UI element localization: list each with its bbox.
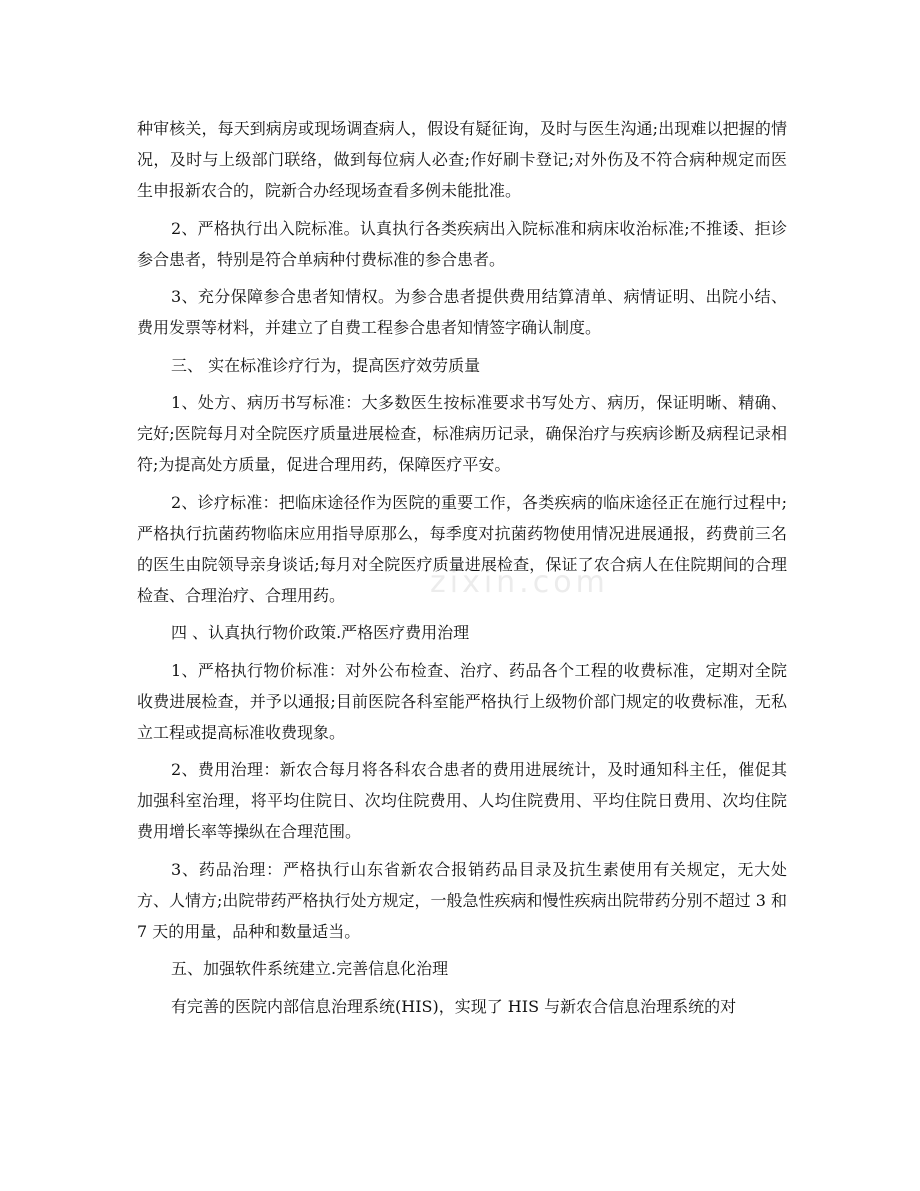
section-heading-5: 五、加强软件系统建立.完善信息化治理 (171, 959, 449, 978)
paragraph-8: 3、药品治理：严格执行山东省新农合报销药品目录及抗生素使用有关规定，无大处方、人情方;出院带药严格执行处方规定，一般急性疾病和慢性疾病出院带药分别不超过 3 和 7 天的用量，品种和数量适当。 (137, 859, 787, 941)
paragraph-4: 1、处方、病历书写标准：大多数医生按标准要求书写处方、病历，保证明晰、精确、完好;医院每月对全院医疗质量进展检查，标准病历记录，确保治疗与疾病诊断及病程记录相符;为提高处方质量，促进合理用药，保障医疗平安。 (137, 393, 787, 474)
section-heading-3: 三、 实在标准诊疗行为，提高医疗效劳质量 (171, 355, 481, 375)
paragraph-2: 2、严格执行出入院标准。认真执行各类疾病出入院标准和病床收治标准;不推诿、拒诊参合患者，特别是符合单病种付费标准的参合患者。 (137, 218, 787, 269)
document-body (137, 113, 787, 1028)
paragraph-9: 有完善的医院内部信息治理系统(HIS)，实现了 HIS 与新农合信息治理系统的对 (171, 996, 737, 1016)
watermark: zixin.com (430, 565, 609, 600)
section-heading-4: 四 、认真执行物价政策.严格医疗费用治理 (171, 623, 470, 642)
paragraph-3: 3、充分保障参合患者知情权。为参合患者提供费用结算清单、病情证明、出院小结、费用发票等材料，并建立了自费工程参合患者知情签字确认制度。 (137, 287, 787, 337)
paragraph-7: 2、费用治理：新农合每月将各科农合患者的费用进展统计，及时通知科主任，催促其加强科室治理，将平均住院日、次均住院费用、人均住院费用、平均住院日费用、次均住院费用增长率等操纵在合理范围。 (137, 760, 787, 841)
paragraph-1: 种审核关，每天到病房或现场调查病人，假设有疑征询，及时与医生沟通;出现难以把握的情况，及时与上级部门联络，做到每位病人必查;作好刷卡登记;对外伤及不符合病种规定而医生申报新农合的，院新合办经现场查看多例未能批准。 (137, 119, 787, 200)
paragraph-6: 1、严格执行物价标准：对外公布检查、治疗、药品各个工程的收费标准，定期对全院收费进展检查，并予以通报;目前医院各科室能严格执行上级物价部门规定的收费标准，无私立工程或提高标准收费现象。 (137, 660, 787, 742)
paragraph-5: 2、诊疗标准：把临床途径作为医院的重要工作，各类疾病的临床途径正在施行过程中;严格执行抗菌药物临床应用指导原那么，每季度对抗菌药物使用情况进展通报，药费前三名的医生由院领导亲身谈话;每月对全院医疗质量进展检查，保证了农合病人在住院期间的合理检查、合理治疗、合理用药。 (137, 492, 787, 605)
